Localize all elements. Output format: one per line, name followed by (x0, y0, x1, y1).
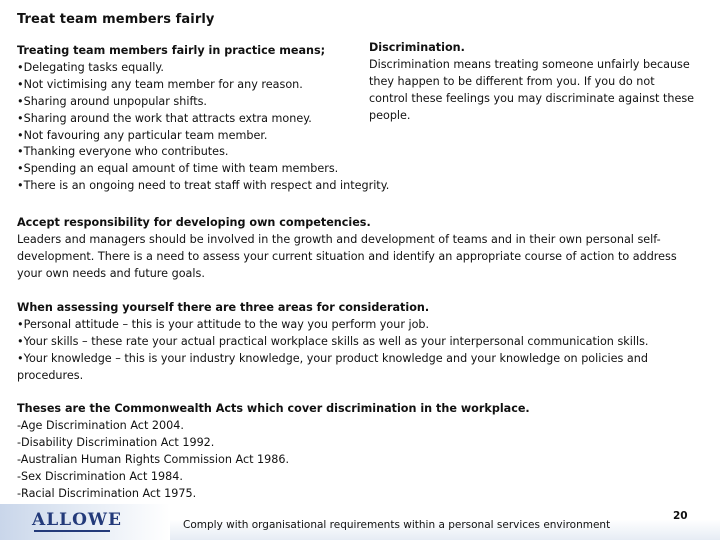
responsibility-text-line: Leaders and managers should be involved in the growth and development of teams and in their own personal self- (17, 232, 661, 246)
self-assessment-line: procedures. (17, 368, 84, 382)
page-number: 20 (673, 510, 688, 522)
self-assessment-line: •Personal attitude – this is your attitude to the way you perform your job. (17, 317, 430, 331)
responsibility-text-line: your own needs and future goals. (17, 266, 205, 280)
self-assessment-heading: When assessing yourself there are three areas for consideration. (17, 301, 430, 314)
self-assessment-line: •Your knowledge – this is your industry knowledge, your product knowledge and your knowledge on policies and (17, 351, 648, 365)
responsibility-heading: Accept responsibility for developing own competencies. (17, 216, 371, 229)
fair-bullet: •Delegating tasks equally. (17, 60, 164, 74)
responsibility-text-line: development. There is a need to assess your current situation and identify an appropriate course of action to address (17, 249, 677, 263)
fair-bullet: •Not favouring any particular team member. (17, 128, 268, 142)
self-assessment-section (17, 300, 707, 385)
responsibility-section (17, 215, 707, 283)
page-title: Treat team members fairly (17, 12, 215, 27)
logo-underline (34, 530, 110, 532)
fair-bullet: •Spending an equal amount of time with team members. (17, 162, 339, 176)
discrimination-block (369, 40, 709, 125)
fair-bullet: •Not victimising any team member for any reason. (17, 77, 303, 91)
discrimination-text-line: Discrimination means treating someone unfairly because (369, 57, 690, 71)
discrimination-heading: Discrimination. (369, 41, 465, 54)
act-item: -Age Discrimination Act 2004. (17, 418, 184, 432)
discrimination-text-line: they happen to be different from you. If you do not (369, 74, 655, 88)
act-item: -Australian Human Rights Commission Act 1986. (17, 452, 290, 466)
self-assessment-line: •Your skills – these rate your actual practical workplace skills as well as your interpersonal communication skills. (17, 334, 649, 348)
discrimination-text-line: people. (369, 108, 411, 122)
allowe-logo: ALLOWE (32, 510, 122, 530)
footer-text: Comply with organisational requirements within a personal services environment (183, 519, 611, 531)
fair-bullet: •Sharing around the work that attracts extra money. (17, 111, 312, 125)
fair-bullet: •There is an ongoing need to treat staff with respect and integrity. (17, 179, 390, 193)
fair-bullet: •Sharing around unpopular shifts. (17, 94, 207, 108)
act-item: -Sex Discrimination Act 1984. (17, 469, 183, 483)
act-item: -Racial Discrimination Act 1975. (17, 486, 197, 500)
acts-section (17, 401, 707, 502)
acts-heading: Theses are the Commonwealth Acts which cover discrimination in the workplace. (17, 402, 530, 415)
discrimination-text-line: control these feelings you may discriminate against these (369, 91, 695, 105)
act-item: -Disability Discrimination Act 1992. (17, 435, 215, 449)
fair-bullet: •Thanking everyone who contributes. (17, 145, 229, 159)
fair-treatment-heading: Treating team members fairly in practice means; (17, 44, 326, 57)
